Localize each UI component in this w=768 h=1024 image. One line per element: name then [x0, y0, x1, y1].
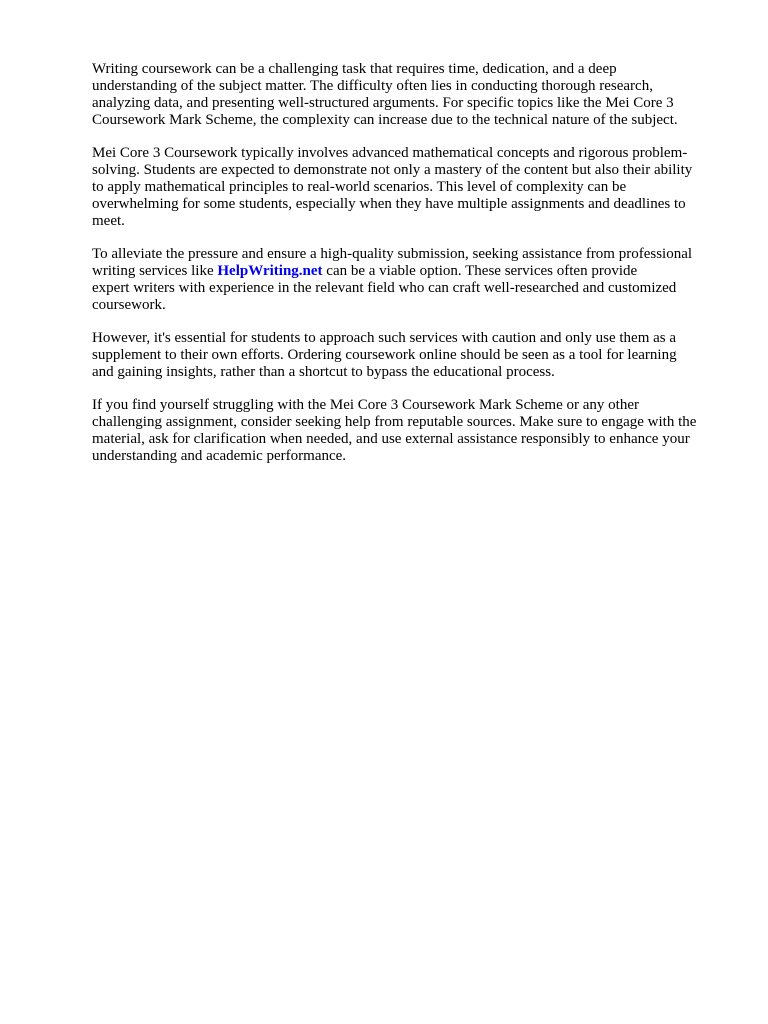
paragraph-intro: Writing coursework can be a challenging task that requires time, dedication, and a deep understanding of the subject matter. The difficulty often lies in conducting thorough research, analyzing data, and presenting well-structured arguments. For specific topics like the Mei Core 3 Coursework Mark Scheme, the complexity can increase due to the technical nature of the subject. — [92, 61, 678, 128]
paragraph-text-before-link: To alleviate the pressure and ensure a high-quality submission, seeking assistance from professional writing services like — [92, 246, 693, 279]
paragraph-writing-services — [92, 246, 722, 314]
paragraph-caution: However, it's essential for students to approach such services with caution and only use them as a supplement to their own efforts. Ordering coursework online should be seen as a tool for learning and gaining insights, rather than a shortcut to bypass the educational process. — [92, 330, 677, 380]
paragraph-text-after-link: can be a viable option. These services often provide expert writers with experience in the relevant field who can craft well-researched and customized coursework. — [92, 263, 677, 313]
paragraph-conclusion: If you find yourself struggling with the Mei Core 3 Coursework Mark Scheme or any other challenging assignment, consider seeking help from reputable sources. Make sure to engage with the material, ask for clarification when needed, and use external assistance responsibly to enhance your understanding and academic performance. — [92, 397, 697, 464]
document-body — [92, 61, 722, 481]
helpwriting-link[interactable]: HelpWriting.net — [217, 263, 323, 279]
paragraph-mei-core-3: Mei Core 3 Coursework typically involves advanced mathematical concepts and rigorous problem- solving. Students are expected to demonstrate not only a mastery of the content but also their ability to apply mathematical principles to real-world scenarios. This level of complexity can be overwhelming for some students, especially when they have multiple assignments and deadlines to meet. — [92, 145, 693, 229]
